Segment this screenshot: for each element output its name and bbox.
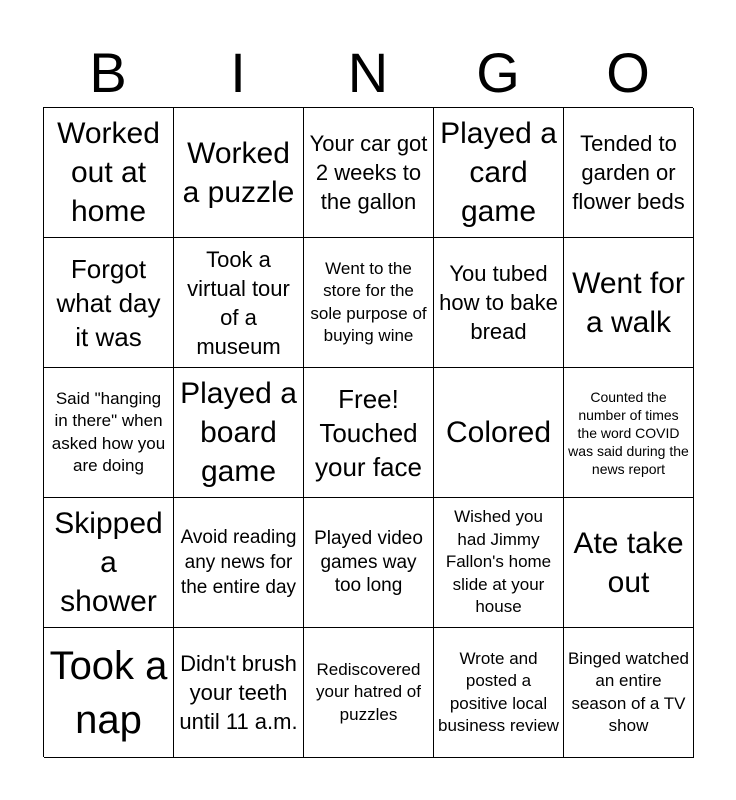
cell-text: Worked a puzzle — [182, 136, 295, 209]
cell-text: Tended to garden or flower beds — [572, 131, 685, 214]
bingo-cell[interactable] — [174, 238, 304, 368]
bingo-cell[interactable] — [564, 238, 694, 368]
cell-text: Colored — [445, 416, 552, 449]
cell-text: Played a board game — [180, 377, 297, 488]
cell-text: Free! Touched your face — [315, 383, 422, 482]
bingo-cell[interactable] — [44, 498, 174, 628]
bingo-cell[interactable] — [564, 628, 694, 758]
bingo-cell[interactable] — [434, 238, 564, 368]
cell-text: Wrote and posted a positive local business review — [438, 648, 559, 735]
header-letter-g: G — [476, 41, 520, 104]
cell-text: Worked out at home — [57, 117, 160, 228]
header-letter-n: N — [347, 41, 389, 104]
cell-text: Your car got 2 weeks to the gallon — [309, 131, 428, 214]
bingo-cell[interactable] — [44, 628, 174, 758]
header-letter-o: O — [606, 41, 650, 104]
bingo-cell[interactable] — [304, 238, 434, 368]
cell-text: Skipped a shower — [54, 507, 163, 618]
bingo-cell[interactable] — [44, 368, 174, 498]
bingo-cell[interactable] — [564, 498, 694, 628]
cell-text: Went to the store for the sole purpose of buying wine — [310, 258, 427, 345]
bingo-cell[interactable] — [564, 368, 694, 498]
cell-text: Wished you had Jimmy Fallon's home slide at your house — [445, 507, 552, 617]
bingo-cell[interactable] — [564, 108, 694, 238]
cell-text: Didn't brush your teeth until 11 a.m. — [179, 651, 298, 734]
cell-text: Binged watched an entire season of a TV show — [568, 648, 689, 735]
cell-text: Counted the number of times the word COVID was said during the news report — [568, 388, 689, 477]
bingo-cell[interactable] — [174, 108, 304, 238]
bingo-header — [43, 38, 693, 108]
bingo-cell[interactable] — [44, 238, 174, 368]
cell-text: Rediscovered your hatred of puzzles — [316, 659, 421, 724]
bingo-cell[interactable] — [174, 628, 304, 758]
cell-text: Went for a walk — [572, 266, 685, 339]
bingo-cell[interactable] — [434, 368, 564, 498]
bingo-cell[interactable] — [434, 108, 564, 238]
cell-text: Played video games way too long — [314, 528, 423, 597]
bingo-cell[interactable] — [304, 628, 434, 758]
bingo-cell[interactable] — [174, 498, 304, 628]
bingo-cell[interactable] — [304, 498, 434, 628]
bingo-cell[interactable] — [44, 108, 174, 238]
bingo-cell[interactable] — [304, 108, 434, 238]
cell-text: Forgot what day it was — [56, 253, 161, 352]
cell-text: You tubed how to bake bread — [439, 261, 558, 344]
cell-text: Ate take out — [573, 526, 684, 599]
header-letter-i: I — [230, 41, 246, 104]
bingo-cell[interactable] — [434, 498, 564, 628]
bingo-cell[interactable] — [174, 368, 304, 498]
header-letter-b: B — [89, 41, 127, 104]
free-space-cell[interactable] — [304, 368, 434, 498]
bingo-cell[interactable] — [434, 628, 564, 758]
bingo-board — [43, 107, 693, 757]
cell-text: Played a card game — [440, 117, 557, 228]
cell-text: Took a nap — [49, 643, 168, 742]
cell-text: Said "hanging in there" when asked how you are doing — [51, 388, 166, 475]
cell-text: Avoid reading any news for the entire day — [180, 527, 297, 598]
cell-text: Took a virtual tour of a museum — [187, 246, 290, 359]
